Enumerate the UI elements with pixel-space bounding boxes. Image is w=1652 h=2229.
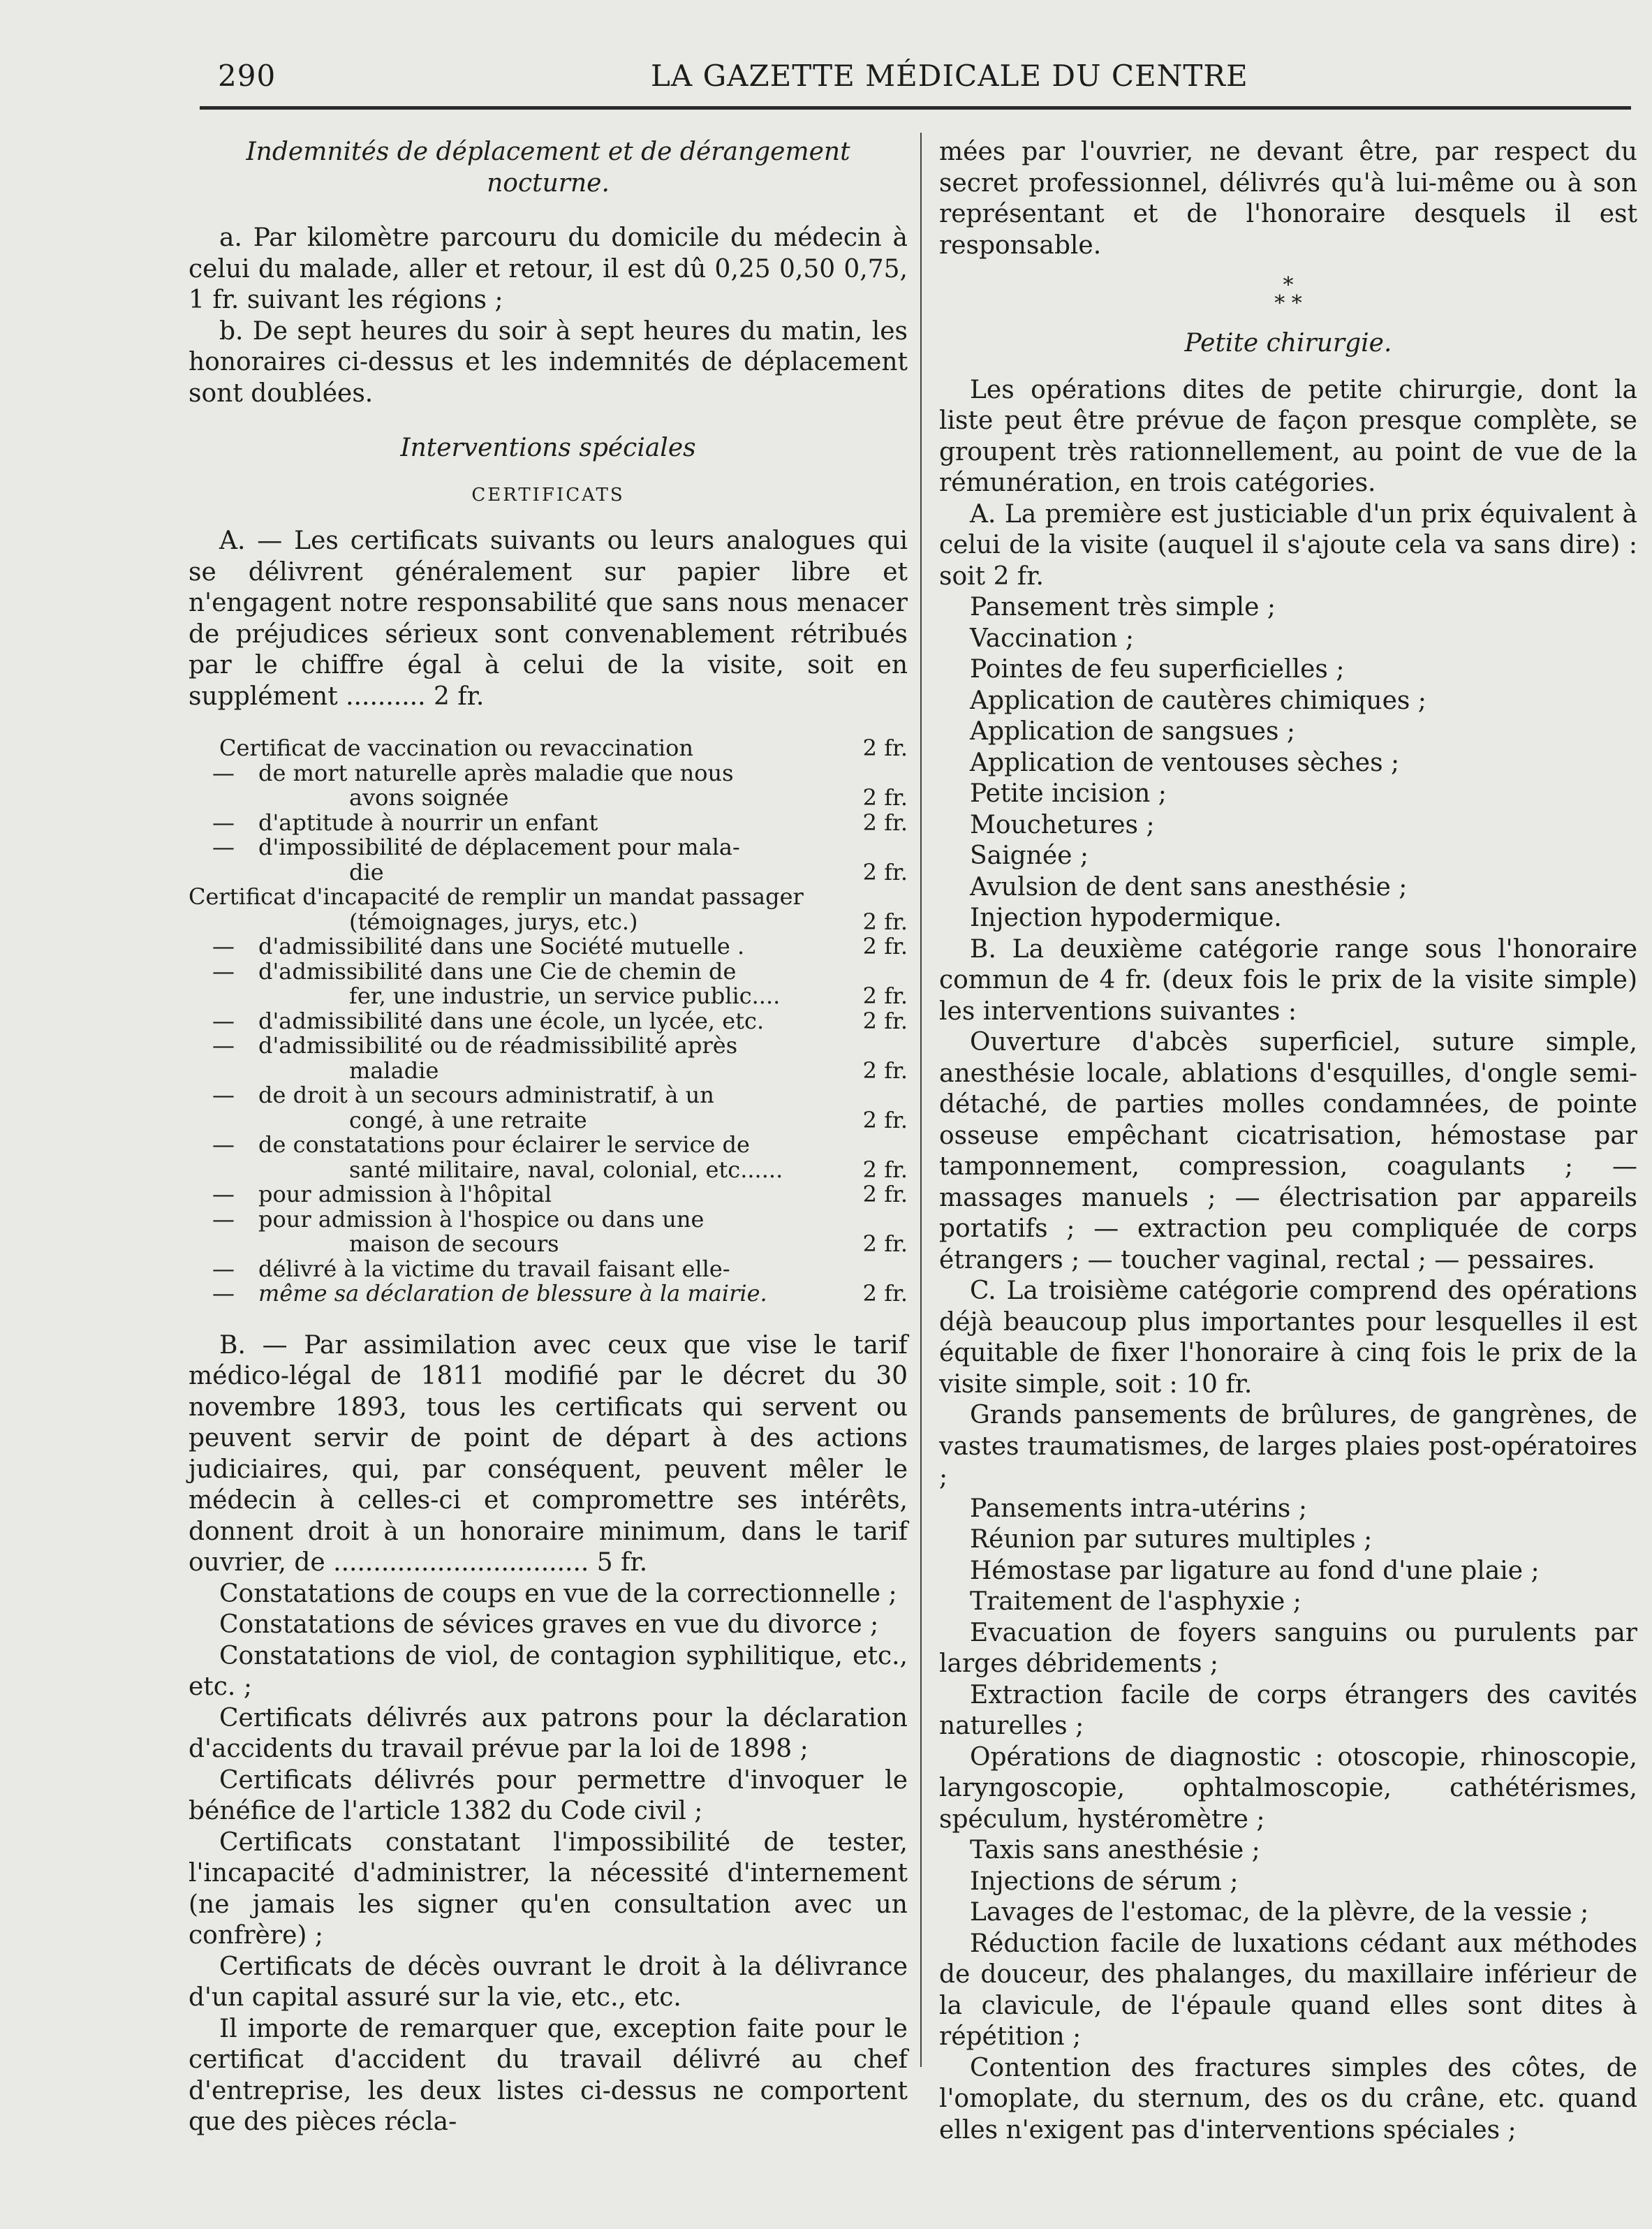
- cert-row: [189, 811, 908, 836]
- list-item: Vaccination ;: [970, 624, 1135, 653]
- section-title-petite-chirurgie: Petite chirurgie.: [1184, 329, 1392, 358]
- cert-text: de droit à un secours administratif, à un: [258, 1082, 714, 1108]
- list-item: Pointes de feu superficielles ;: [970, 655, 1345, 684]
- section-title-indemnites: Indemnités de déplacement et de dérangement nocturne.: [246, 138, 850, 198]
- paragraph-A: A. — Les certificats suivants ou leurs analogues qui se délivrent généralement sur papier libre et n'engagent notre responsabilité que sans nous menacer de préjudices sérieux sont convenablement rétribués par le chiffre égal à celui de la visite, soit en supplément .......... 2 fr.: [189, 527, 908, 711]
- paragraph-B-amount: 5 fr.: [596, 1548, 648, 1577]
- cert-amount: 2 fr.: [862, 1280, 908, 1307]
- list-item: Application de cautères chimiques ;: [970, 686, 1426, 715]
- list-item: Contention des fractures simples des côtes, de l'omoplate, du sternum, des os du crâne, etc. quand elles n'exigent pas d'interventions spéciales ;: [939, 2053, 1637, 2145]
- cert-row: [189, 934, 908, 959]
- paragraph-B-text: B. — Par assimilation avec ceux que vise le tarif médico-légal de 1811 modifié par le décret du 30 novembre 1893, tous les certificats qui servent ou peuvent servir de point de départ à des actions judiciaires, qui, par conséquent, peuvent mêler le médecin à celles-ci et compromettre ses intérêts, donnent droit à un honoraire minimum, dans le tarif ouvrier, de: [189, 1330, 908, 1577]
- cert-amount: 2 fr.: [862, 908, 908, 935]
- cert-text: d'impossibilité de déplacement pour mala-: [258, 834, 740, 860]
- cert-amount: 2 fr.: [862, 735, 908, 761]
- cert-text: Certificat d'incapacité de remplir un mandat passager: [189, 883, 804, 910]
- list-item: Extraction facile de corps étrangers des cavités naturelles ;: [939, 1680, 1637, 1740]
- list-item: Grands pansements de brûlures, de gangrènes, de vastes traumatismes, de larges plaies post-opératoires ;: [939, 1401, 1637, 1492]
- list-item: Constatations de sévices graves en vue du divorce ;: [219, 1610, 879, 1639]
- page-number: 290: [218, 59, 276, 93]
- cert-cont: avons soignée: [349, 786, 509, 811]
- cert-row: [189, 835, 908, 885]
- list-item: Petite incision ;: [970, 779, 1167, 808]
- list-item: Il importe de remarquer que, exception faite pour le certificat d'accident du travail délivré au chef d'entreprise, les deux listes ci-dessus ne comportent que des pièces récla-: [189, 2014, 908, 2136]
- cert-amount: 2 fr.: [862, 1106, 908, 1133]
- cert-dash: —: [212, 834, 235, 860]
- list-item: Injection hypodermique.: [970, 904, 1282, 932]
- list-item: Réduction facile de luxations cédant aux méthodes de douceur, des phalanges, du maxillaire inférieur de la clavicule, de l'épaule quand elles sont dites à répétition ;: [939, 1929, 1637, 2051]
- cert-dash: —: [212, 957, 235, 985]
- cert-text: de mort naturelle après maladie que nous: [258, 759, 734, 786]
- cert-dash: —: [212, 1007, 235, 1034]
- paragraph-b: b. De sept heures du soir à sept heures du matin, les honoraires ci-dessus et les indemnités de déplacement sont doublées.: [189, 316, 908, 408]
- paragraph-a: a. Par kilomètre parcouru du domicile du médecin à celui du malade, aller et retour, il est dû 0,25 0,50 0,75, 1 fr. suivant les régions ;: [189, 223, 908, 314]
- category-B: B. La deuxième catégorie range sous l'honoraire commun de 4 fr. (deux fois le prix de la visite simple) les interventions suivantes :: [939, 934, 1637, 1026]
- cert-amount: 2 fr.: [862, 809, 908, 836]
- cert-row: [189, 1033, 908, 1083]
- cert-amount: 2 fr.: [862, 1156, 908, 1183]
- cert-dash: —: [212, 1280, 235, 1307]
- cert-text: pour admission à l'hospice ou dans une: [258, 1205, 705, 1233]
- list-item: Constatations de viol, de contagion syphilitique, etc., etc. ;: [189, 1641, 908, 1701]
- cert-dash: —: [212, 1205, 235, 1233]
- left-column: [189, 137, 908, 2138]
- cert-dash: —: [212, 1082, 235, 1108]
- right-column: [939, 137, 1637, 2146]
- list-item: Taxis sans anesthésie ;: [970, 1836, 1260, 1864]
- cert-row: [189, 1009, 908, 1034]
- cert-cont: santé militaire, naval, colonial, etc......: [349, 1157, 783, 1182]
- cert-dash: —: [212, 809, 235, 836]
- list-item: Saignée ;: [970, 841, 1089, 870]
- paragraph-A-amount: 2 fr.: [434, 682, 485, 711]
- paragraph-A-text: A. — Les certificats suivants ou leurs analogues qui se délivrent généralement sur papier libre et n'engagent notre responsabilité que sans nous menacer de préjudices sérieux sont convenablement rétribués par le chiffre égal à celui de la visite, soit en supplément: [189, 527, 908, 711]
- cert-row: [189, 1257, 908, 1282]
- cert-cont: (témoignages, jurys, etc.): [349, 909, 638, 934]
- cert-cont: maladie: [349, 1058, 439, 1083]
- list-item: Lavages de l'estomac, de la plèvre, de la vessie ;: [970, 1898, 1589, 1927]
- cert-text: d'admissibilité dans une Cie de chemin de: [258, 957, 737, 985]
- running-head: [204, 59, 1621, 103]
- category-A: A. La première est justiciable d'un prix équivalent à celui de la visite (auquel il s'ajoute cela va sans dire) : soit 2 fr.: [939, 499, 1637, 591]
- cert-text: d'admissibilité dans une Société mutuelle .: [258, 933, 745, 959]
- cert-amount: 2 fr.: [862, 933, 908, 959]
- cert-text: même sa déclaration de blessure à la mairie.: [258, 1280, 767, 1307]
- list-item: Traitement de l'asphyxie ;: [970, 1587, 1301, 1616]
- list-item: Avulsion de dent sans anesthésie ;: [970, 872, 1408, 902]
- list-item: Réunion par sutures multiples ;: [970, 1525, 1373, 1554]
- cert-row: [189, 885, 908, 934]
- cert-text: d'aptitude à nourrir un enfant: [258, 809, 598, 836]
- cert-amount: 2 fr.: [862, 1057, 908, 1084]
- cert-amount: 2 fr.: [862, 858, 908, 885]
- cert-amount: 2 fr.: [862, 983, 908, 1009]
- cert-cont: fer, une industrie, un service public....: [349, 984, 781, 1009]
- intro-paragraph: Les opérations dites de petite chirurgie, dont la liste peut être prévue de façon presque complète, se groupent très rationnellement, au point de vue de la rémunération, en trois catégories.: [939, 375, 1637, 497]
- cert-amount: 2 fr.: [862, 784, 908, 811]
- cert-dash: —: [212, 1255, 235, 1282]
- header-rule: [200, 106, 1631, 110]
- list-item: Hémostase par ligature au fond d'une plaie ;: [970, 1556, 1540, 1585]
- cert-text: délivré à la victime du travail faisant elle-: [258, 1255, 730, 1282]
- continuation-paragraph: mées par l'ouvrier, ne devant être, par respect du secret professionnel, délivrés qu'à lui-même ou à son représentant et de l'honoraire desquels il est responsable.: [939, 138, 1637, 260]
- cert-dash: —: [212, 1032, 235, 1059]
- cert-row: [189, 1182, 908, 1207]
- certificate-list: [189, 736, 908, 1307]
- list-item: Constatations de coups en vue de la correctionnelle ;: [219, 1579, 897, 1608]
- cert-dash: —: [212, 759, 235, 786]
- cert-text: Certificat de vaccination ou revaccination: [219, 736, 694, 761]
- column-divider: [920, 133, 922, 2067]
- cert-amount: 2 fr.: [862, 1181, 908, 1207]
- cert-row: [189, 1133, 908, 1182]
- cert-row: [189, 959, 908, 1009]
- list-item: Application de ventouses sèches ;: [970, 748, 1400, 777]
- list-item: Certificats constatant l'impossibilité de tester, l'incapacité d'administrer, la nécessité d'internement (ne jamais les signer qu'en consultation avec un confrère) ;: [189, 1827, 908, 1950]
- list-item: Certificats de décès ouvrant le droit à la délivrance d'un capital assuré sur la vie, etc., etc.: [189, 1952, 908, 2012]
- cert-text: d'admissibilité dans une école, un lycée, etc.: [258, 1007, 765, 1034]
- category-B-detail: Ouverture d'abcès superficiel, suture simple, anesthésie locale, ablations d'esquilles, d'ongle semi-détaché, de parties molles condamnées, de pointe osseuse empêchant cicatrisation, hémostase par tamponnement, compression, coagulants ; — massages manuels ; — électrisation par appareils portatifs ; — extraction peu compliquée de corps étrangers ; — toucher vaginal, rectal ; — pessaires.: [939, 1028, 1637, 1274]
- list-item: Certificats délivrés pour permettre d'invoquer le bénéfice de l'article 1382 du Code civil ;: [189, 1765, 908, 1825]
- cert-dash: —: [212, 1131, 235, 1158]
- cert-amount: 2 fr.: [862, 1007, 908, 1034]
- asterism-top: *: [1283, 273, 1294, 297]
- list-item: Injections de sérum ;: [970, 1867, 1239, 1896]
- cert-cont: congé, à une retraite: [349, 1108, 587, 1133]
- cert-row: [189, 1207, 908, 1257]
- cert-amount: 2 fr.: [862, 1230, 908, 1257]
- cert-text: pour admission à l'hôpital: [258, 1181, 552, 1207]
- list-item: Opérations de diagnostic : otoscopie, rhinoscopie, laryngoscopie, ophtalmoscopie, cathétérismes, spéculum, hystéromètre ;: [939, 1742, 1637, 1834]
- cert-text: de constatations pour éclairer le service de: [258, 1131, 750, 1158]
- cert-row: [189, 1083, 908, 1133]
- list-item: Certificats délivrés aux patrons pour la déclaration d'accidents du travail prévue par la loi de 1898 ;: [189, 1703, 908, 1763]
- cert-dash: —: [212, 933, 235, 959]
- cert-text: d'admissibilité ou de réadmissibilité après: [258, 1032, 738, 1059]
- paragraph-B: B. — Par assimilation avec ceux que vise le tarif médico-légal de 1811 modifié par le décret du 30 novembre 1893, tous les certificats qui servent ou peuvent servir de point de départ à des actions judiciaires, qui, par conséquent, peuvent mêler le médecin à celles-ci et compromettre ses intérêts, donnent droit à un honoraire minimum, dans le tarif ouvrier, de ................................ 5 fr.: [189, 1330, 908, 1577]
- cert-cont: maison de secours: [349, 1232, 559, 1257]
- category-C: C. La troisième catégorie comprend des opérations déjà beaucoup plus importantes pour lesquelles il est équitable de fixer l'honoraire à cinq fois le prix de la visite simple, soit : 10 fr.: [939, 1277, 1637, 1399]
- list-item: Mouchetures ;: [970, 810, 1155, 839]
- section-title-certificats: CERTIFICATS: [471, 484, 625, 506]
- cert-dash: —: [212, 1181, 235, 1207]
- list-item: Evacuation de foyers sanguins ou purulents par larges débridements ;: [939, 1618, 1637, 1678]
- cert-row: [189, 1281, 908, 1307]
- cert-row: [189, 761, 908, 811]
- cert-row: [189, 736, 908, 761]
- journal-title: LA GAZETTE MÉDICALE DU CENTRE: [651, 59, 1248, 93]
- cert-cont: die: [349, 860, 384, 885]
- list-item: Pansements intra-utérins ;: [970, 1494, 1307, 1523]
- section-title-interventions: Interventions spéciales: [400, 434, 696, 462]
- asterism-bottom: * *: [1274, 291, 1302, 316]
- list-item: Application de sangsues ;: [970, 717, 1295, 746]
- list-item: Pansement très simple ;: [970, 593, 1276, 621]
